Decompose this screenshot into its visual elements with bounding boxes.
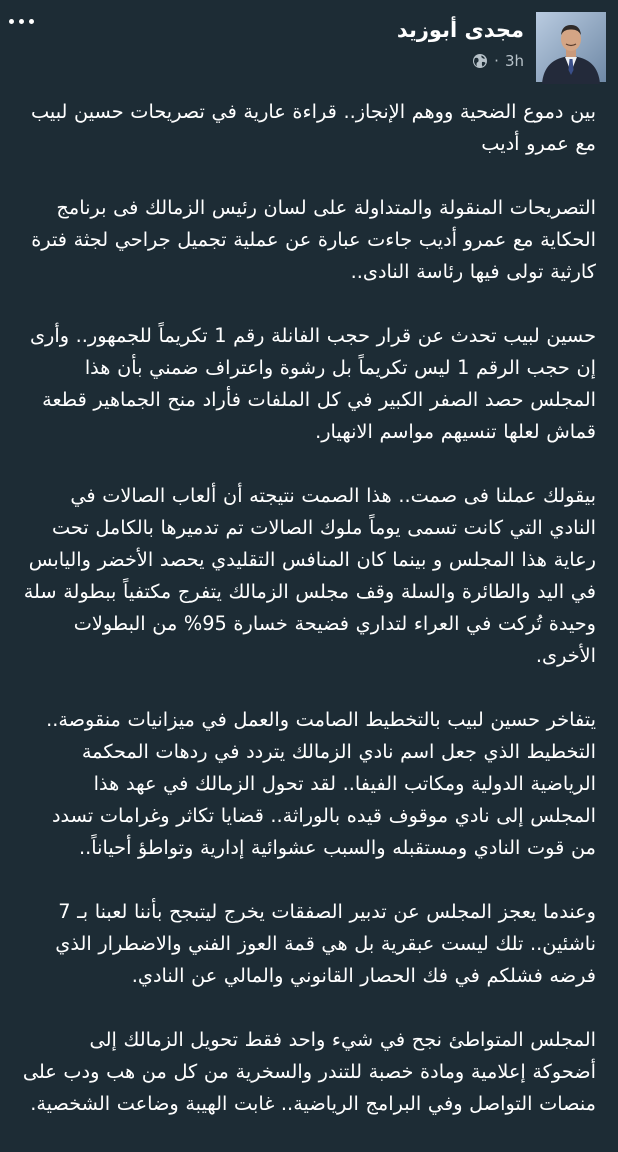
post-header <box>0 0 618 90</box>
post-paragraph-2: التصريحات المنقولة والمتداولة على لسان رئيس الزمالك فى برنامج الحكاية مع عمرو أديب جاءت عبارة عن عملية تجميل جراحي لجثة فترة كارثية تولى فيها رئاسة النادى.. <box>31 196 596 283</box>
more-options-button[interactable] <box>4 6 38 36</box>
post-paragraph-4: بيقولك عملنا فى صمت.. هذا الصمت نتيجته أن ألعاب الصالات في النادي التي كانت تسمى يوماً ملوك الصالات تم تدميرها بالكامل تحت رعاية هذا المجلس و بينما كان المنافس التقليدي يحصد الأخضر واليابس في اليد والطائرة والسلة وقف مجلس الزمالك يتفرج مكتفياً ببطولة سلة وحيدة تُركت في العراء لتداري فضيحة خسارة 95% من البطولات الأخرى. <box>23 484 596 667</box>
post-time[interactable]: 3h <box>504 52 524 70</box>
post-paragraph-5: يتفاخر حسين لبيب بالتخطيط الصامت والعمل في ميزانيات منقوصة.. التخطيط الذي جعل اسم نادي الزمالك يتردد في ردهات المحكمة الرياضية الدولية ومكاتب الفيفا.. لقد تحول الزمالك في عهد هذا المجلس إلى نادي موقوف قيده بالوراثة.. قضايا تكاثر وغرامات تسدد من قوت النادي ومستقبله والسبب عشوائية إدارية وتواطؤ أحياناً.. <box>46 708 596 859</box>
profile-photo <box>536 12 606 82</box>
meta-separator: · <box>494 52 499 70</box>
author-name[interactable]: مجدى أبوزيد <box>396 18 524 42</box>
author-avatar[interactable] <box>536 12 606 82</box>
post-body <box>22 96 596 1152</box>
post-paragraph-3: حسين لبيب تحدث عن قرار حجب الفانلة رقم 1 تكريماً للجمهور.. وأرى إن حجب الرقم 1 ليس تكريماً بل رشوة واعتراف ضمني بأن هذا المجلس حصد الصفر الكبير في كل الملفات فأراد منح الجماهير قطعة قماش لعلها تنسيهم مواسم الانهيار. <box>29 324 596 443</box>
globe-icon[interactable] <box>472 53 488 69</box>
post-meta <box>397 52 524 70</box>
post-paragraph-7: المجلس المتواطئ نجح في شيء واحد فقط تحويل الزمالك إلى أضحوكة إعلامية ومادة خصبة للتندر والسخرية من كل من هب ودب على منصات التواصل وفي البرامج الرياضية.. غابت الهيبة وضاعت الشخصية. <box>22 1028 596 1115</box>
post-paragraph-6: وعندما يعجز المجلس عن تدبير الصفقات يخرج ليتبجح بأننا لعبنا بـ 7 ناشئين.. تلك ليست عبقرية بل هي قمة العوز الفني والاضطرار الذي فرضه فشلكم في فك الحصار القانوني والمالي عن النادي. <box>55 900 596 987</box>
post-paragraph-1: بين دموع الضحية ووهم الإنجاز.. قراءة عارية في تصريحات حسين لبيب مع عمرو أديب <box>30 100 596 155</box>
author-block <box>397 18 524 70</box>
more-dots-icon <box>9 19 34 24</box>
